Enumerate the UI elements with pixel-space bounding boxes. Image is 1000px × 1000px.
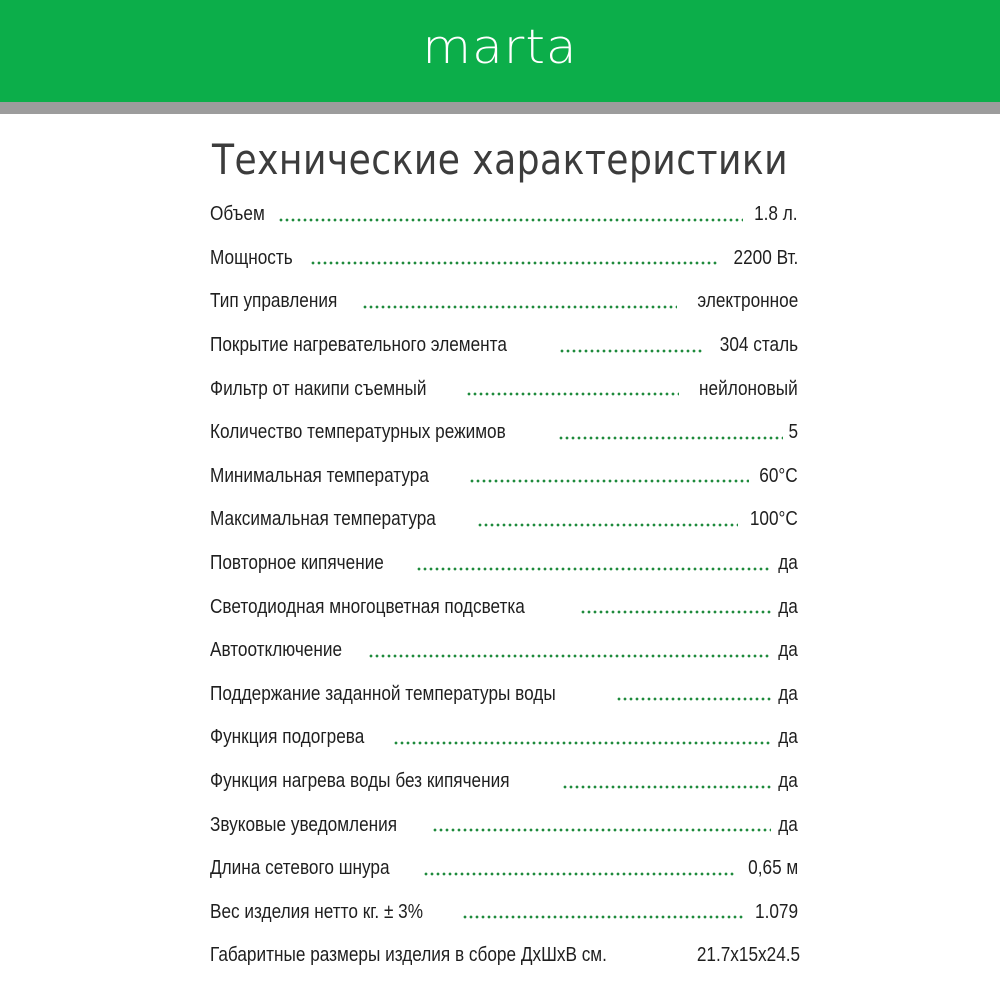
spec-value: 5 [788, 421, 798, 444]
spec-value: да [778, 770, 798, 793]
spec-value: да [778, 813, 798, 836]
spec-value: да [778, 595, 798, 618]
spec-value: да [778, 726, 798, 749]
dot-leader [466, 392, 680, 396]
spec-row [210, 367, 798, 411]
spec-value: 304 сталь [719, 334, 798, 357]
spec-value: электронное [697, 290, 798, 313]
spec-value: да [778, 552, 798, 575]
spec-label: Звуковые уведомления [210, 813, 398, 836]
spec-label: Габаритные размеры изделия в сборе ДхШхВ см. [210, 944, 607, 967]
spec-row [210, 193, 798, 237]
spec-row [210, 498, 798, 542]
dot-leader [559, 349, 703, 353]
spec-label: Вес изделия нетто кг. ± 3% [210, 900, 424, 923]
dot-leader [310, 261, 719, 265]
spec-label: Длина сетевого шнура [210, 857, 390, 880]
spec-value: 100°С [750, 508, 798, 531]
spec-row [210, 891, 798, 935]
spec-label: Минимальная температура [210, 464, 429, 487]
dot-leader [416, 567, 771, 571]
dot-leader [462, 915, 744, 919]
dot-leader [580, 610, 771, 614]
header-stripe [0, 102, 1000, 114]
brand-logo [0, 0, 1000, 102]
spec-label: Объем [210, 203, 265, 226]
spec-row [210, 629, 798, 673]
spec-row [210, 934, 798, 978]
spec-label: Количество температурных режимов [210, 421, 506, 444]
spec-list [210, 193, 798, 978]
spec-value: нейлоновый [699, 377, 798, 400]
spec-label: Функция нагрева воды без кипячения [210, 770, 510, 793]
spec-row [210, 324, 798, 368]
spec-label: Поддержание заданной температуры воды [210, 682, 556, 705]
dot-leader [278, 218, 744, 222]
spec-label: Функция подогрева [210, 726, 365, 749]
dot-leader [368, 654, 772, 658]
dot-leader [423, 872, 736, 876]
spec-row [210, 585, 798, 629]
spec-label: Автоотключение [210, 639, 343, 662]
spec-label: Максимальная температура [210, 508, 436, 531]
page-title: Технические характеристики [211, 135, 789, 184]
dot-leader [616, 697, 771, 701]
spec-row [210, 411, 798, 455]
spec-label: Тип управления [210, 290, 338, 313]
spec-label: Светодиодная многоцветная подсветка [210, 595, 525, 618]
spec-row [210, 237, 798, 281]
dot-leader [562, 785, 771, 789]
dot-leader [469, 479, 750, 483]
spec-label: Мощность [210, 246, 293, 269]
spec-value: 21.7х15х24.5 [696, 944, 800, 967]
spec-value: 60°С [759, 464, 798, 487]
dot-leader [477, 523, 739, 527]
spec-row [210, 673, 798, 717]
dot-leader [362, 305, 677, 309]
spec-value: 0,65 м [747, 857, 798, 880]
brand-logo-text: marta [422, 19, 578, 75]
spec-row [210, 847, 798, 891]
spec-value: 1.8 л. [754, 203, 798, 226]
dot-leader [432, 828, 772, 832]
spec-value: 1.079 [754, 900, 798, 923]
spec-label: Фильтр от накипи съемный [210, 377, 427, 400]
spec-row [210, 760, 798, 804]
spec-row [210, 280, 798, 324]
spec-row [210, 716, 798, 760]
spec-value: да [778, 639, 798, 662]
spec-row [210, 803, 798, 847]
dot-leader [393, 741, 771, 745]
spec-row [210, 542, 798, 586]
spec-label: Повторное кипячение [210, 552, 384, 575]
dot-leader [558, 436, 783, 440]
spec-row [210, 455, 798, 499]
spec-value: 2200 Вт. [733, 246, 798, 269]
spec-value: да [778, 682, 798, 705]
spec-label: Покрытие нагревательного элемента [210, 334, 507, 357]
